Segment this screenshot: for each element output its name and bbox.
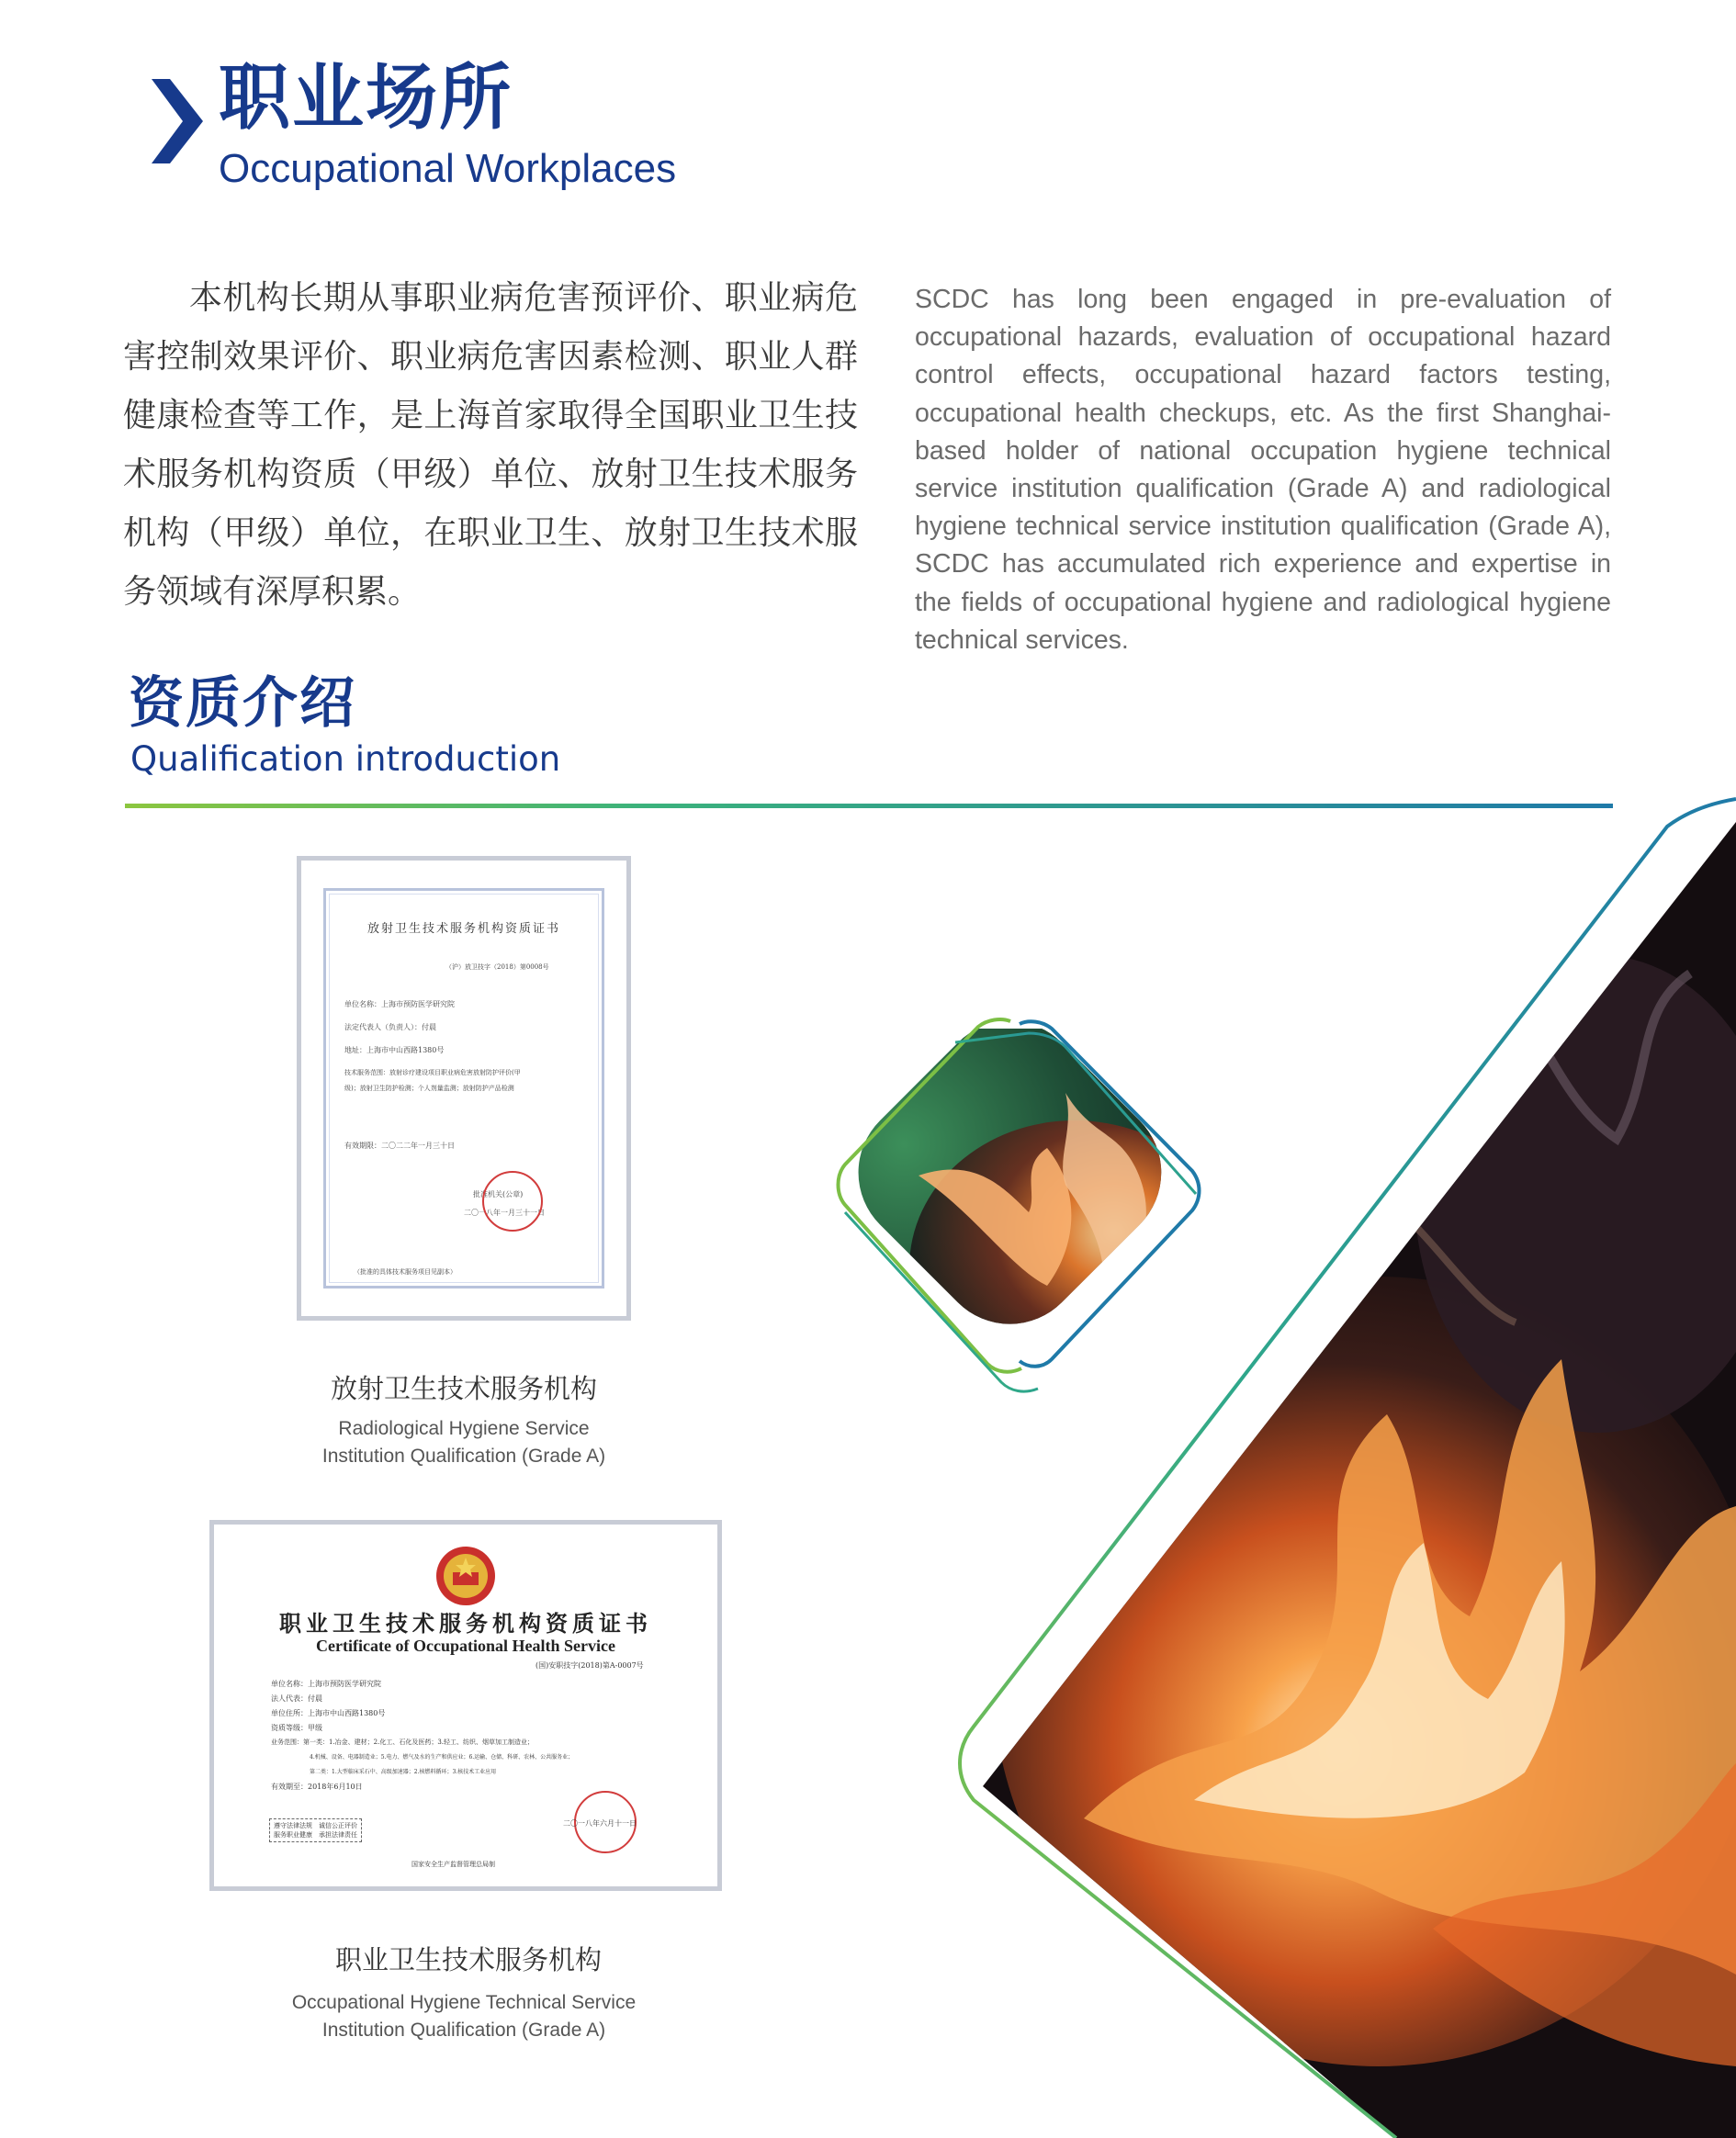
qualification-title-en: Qualification introduction	[130, 739, 561, 779]
national-emblem-icon	[434, 1545, 497, 1607]
cert1-doc-title: 放射卫生技术服务机构资质证书	[366, 922, 560, 936]
cert1-valid: 有效期限：二〇二二年一月三十日	[344, 1142, 455, 1150]
cert2-stamp-line1: 遵守法律法规 诚信公正评价	[274, 1822, 357, 1829]
cert1-address: 地址：上海市中山西路1380号	[344, 1046, 445, 1054]
section-title-zh: 职业场所	[219, 57, 513, 140]
cert1-scope-line1: 技术服务范围：放射诊疗建设项目职业病危害放射防护评价(甲	[344, 1069, 521, 1076]
cert1-rep: 法定代表人（负责人）：付晨	[344, 1023, 436, 1031]
cert2-issue-date: 二〇一八年六月十一日	[563, 1819, 637, 1828]
cert2-scope-line1: 业务范围：第一类：1.冶金、建材；2.化工、石化及医药；3.轻工、纺织、烟草加工制造业；	[271, 1739, 535, 1746]
certificate-border	[323, 888, 604, 1288]
cert2-scope-line2: 4.机械、设备、电器制造业；5.电力、燃气及水的生产和供应业；6.运输、仓储、科研、农林、公共服务业；	[310, 1754, 574, 1761]
cert1-caption-en-line1: Radiological Hygiene Service	[338, 1418, 590, 1439]
occupational-certificate-image	[209, 1520, 722, 1891]
cert2-valid: 有效期至：2018年6月10日	[271, 1783, 363, 1791]
cert1-scope-line2: 级)；放射卫生防护检测；个人剂量监测；放射防护产品检测	[344, 1085, 514, 1092]
red-seal-icon	[482, 1171, 543, 1232]
section-title-en: Occupational Workplaces	[219, 146, 677, 191]
intro-paragraph-en: SCDC has long been engaged in pre-evaluation of occupational hazards, evaluation of occupational hazard control effects, occupational hazard factors testing, occupational health checkups, etc. As the first Shanghai-based holder of national occupation hygiene technical service institution qualification (Grade A) and radiological hygiene technical service institution qualification (Grade A), SCDC has accumulated rich experience and expertise in the fields of occupational hygiene and radiological hygiene technical services.	[915, 285, 1611, 655]
flame-photo-small	[827, 1029, 1240, 1414]
cert1-doc-number: （沪）放卫技字（2018）第0008号	[445, 963, 549, 971]
cert2-caption-zh: 职业卫生技术服务机构	[334, 1944, 602, 1975]
cert2-unit: 单位名称：上海市预防医学研究院	[271, 1680, 381, 1688]
cert2-issuer: 国家安全生产监督管理总局制	[411, 1861, 495, 1868]
cert1-issue-date: 二〇一八年一月三十一日	[464, 1209, 545, 1217]
cert2-stamp-line2: 服务职业健康 承担法律责任	[274, 1831, 357, 1839]
cert1-caption-en-line2: Institution Qualification (Grade A)	[321, 1446, 606, 1467]
cert2-doc-title: 职业卫生技术服务机构资质证书	[279, 1610, 652, 1637]
cert2-doc-subtitle: Certificate of Occupational Health Service	[316, 1637, 615, 1655]
cert2-grade: 资质等级：甲级	[271, 1724, 322, 1732]
cert2-rep: 法人代表：付晨	[271, 1694, 322, 1703]
chevron-right-icon	[152, 79, 203, 163]
cert2-stamp-box	[269, 1818, 362, 1842]
section-divider	[125, 804, 1613, 808]
qualification-title-zh: 资质介绍	[129, 671, 356, 736]
flame-photo-large	[964, 808, 1736, 2138]
cert2-doc-number: (国)安职技字(2018)第A-0007号	[535, 1661, 644, 1670]
cert1-unit: 单位名称：上海市预防医学研究院	[344, 1000, 455, 1008]
intro-paragraph-zh: 本机构长期从事职业病危害预评价、职业病危害控制效果评价、职业病危害因素检测、职业人群健康检查等工作，是上海首家取得全国职业卫生技术服务机构资质（甲级）单位、放射卫生技术服务机构（甲级）单位，在职业卫生、放射卫生技术服务领域有深厚积累。	[123, 279, 858, 611]
radiological-certificate-image	[297, 856, 631, 1321]
cert2-address: 单位住所：上海市中山西路1380号	[271, 1709, 386, 1717]
cert1-issuer: 批准机关(公章)	[473, 1190, 524, 1198]
cert2-caption-en-line2: Institution Qualification (Grade A)	[321, 2020, 606, 2041]
cert2-scope-line3: 第二类：1.大型临床采石中、高级加速器；2.核燃料循环；3.核技术工业应用	[310, 1769, 497, 1775]
cert1-footer: （批准的具体技术服务项目见副本）	[354, 1268, 457, 1276]
cert2-caption-en-line1: Occupational Hygiene Technical Service	[291, 1992, 637, 2013]
cert1-caption-zh: 放射卫生技术服务机构	[330, 1373, 597, 1404]
